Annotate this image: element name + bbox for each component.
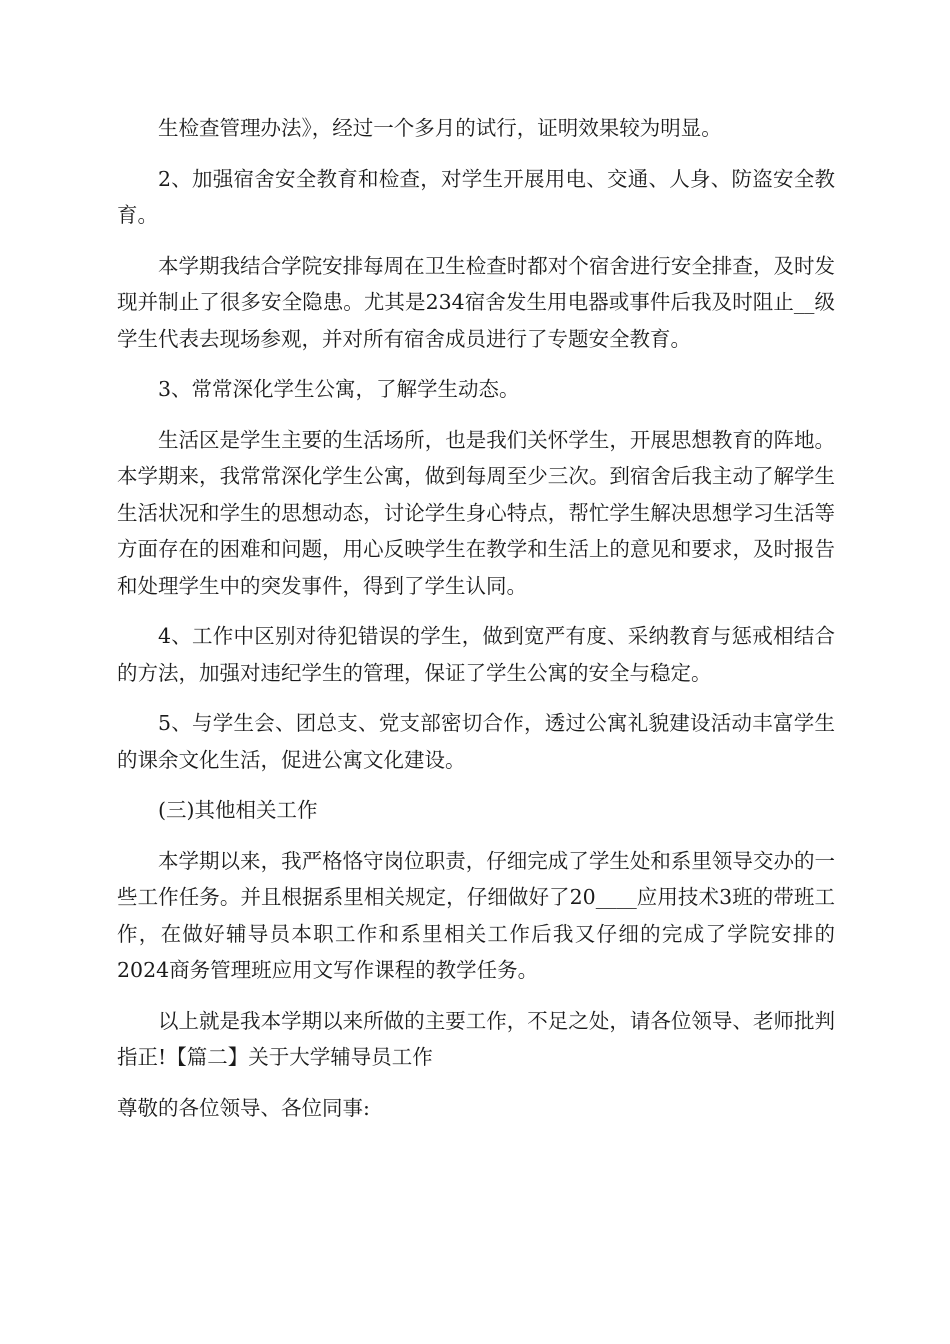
paragraph-safety-inspection: 本学期我结合学院安排每周在卫生检查时都对个宿舍进行安全排查，及时发现并制止了很多安全隐患。尤其是234宿舍发生用电器或事件后我及时阻止__级学生代表去现场参观，并对所有宿舍成员进行了专题安全教育。: [117, 253, 835, 351]
paragraph-management-measures: 生检查管理办法》，经过一个多月的试行，证明效果较为明显。: [158, 116, 722, 140]
paragraph-conclusion: 以上就是我本学期以来所做的主要工作，不足之处，请各位领导、老师批判指正!【篇二】关于大学辅导员工作: [117, 1008, 835, 1069]
paragraph-other-work: 本学期以来，我严格恪守岗位职责，仔细完成了学生处和系里领导交办的一些工作任务。并且根据系里相关规定，仔细做好了20____应用技术3班的带班工作，在做好辅导员本职工作和系里相关工作后我又仔细的完成了学院安排的2024商务管理班应用文写作课程的教学任务。: [117, 848, 835, 982]
section-heading-other-work: (三)其他相关工作: [158, 798, 318, 822]
paragraph-item-4-discipline: 4、工作中区别对待犯错误的学生，做到宽严有度、采纳教育与惩戒相结合的方法，加强对违纪学生的管理，保证了学生公寓的安全与稳定。: [117, 624, 835, 685]
paragraph-item-2-safety: 2、加强宿舍安全教育和检查，对学生开展用电、交通、人身、防盗安全教育。: [117, 166, 835, 227]
paragraph-item-5-cooperation: 5、与学生会、团总支、党支部密切合作，透过公寓礼貌建设活动丰富学生的课余文化生活，促进公寓文化建设。: [117, 711, 835, 772]
salutation: 尊敬的各位领导、各位同事:: [117, 1095, 370, 1120]
paragraph-item-3-dormitory: 3、常常深化学生公寓，了解学生动态。: [158, 377, 520, 401]
paragraph-living-area: 生活区是学生主要的生活场所，也是我们关怀学生，开展思想教育的阵地。本学期来，我常常深化学生公寓，做到每周至少三次。到宿舍后我主动了解学生生活状况和学生的思想动态，讨论学生身心特点，帮忙学生解决思想学习生活等方面存在的困难和问题，用心反映学生在教学和生活上的意见和要求，及时报告和处理学生中的突发事件，得到了学生认同。: [117, 427, 835, 598]
document-body: [117, 110, 835, 1140]
